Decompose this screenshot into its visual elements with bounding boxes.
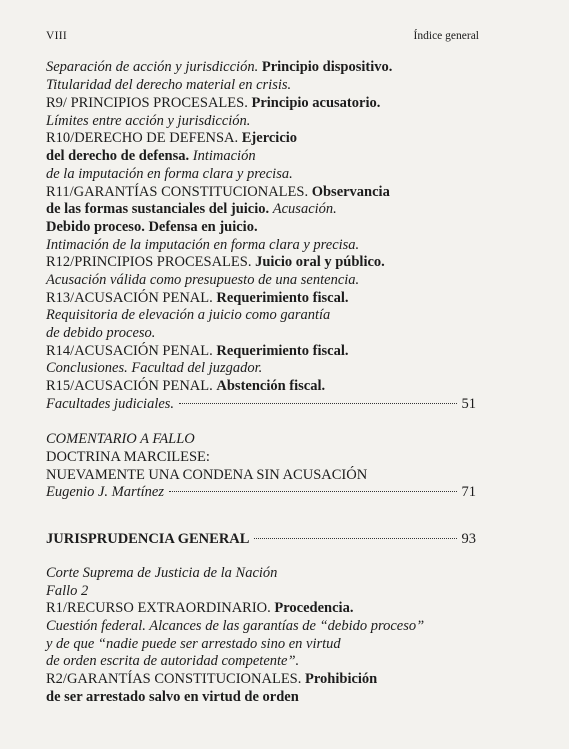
toc-text-run: Abstención fiscal. [216,378,326,394]
dot-leader [254,538,456,539]
toc-text-run: COMENTARIO A FALLO [46,431,195,447]
toc-text-run: Intimación de la imputación en forma clara y precisa. [46,237,360,253]
toc-line-text [46,184,390,200]
toc-line-text [46,636,341,652]
toc-line-text [46,360,262,376]
toc-line [46,343,476,360]
toc-text-run: Conclusiones. Facultad del juzgador. [46,360,263,376]
dot-leader [179,403,456,404]
toc-page-number: 51 [461,396,476,412]
toc-text-run: Observancia [311,184,390,200]
toc-line [46,201,476,218]
toc-text-run: de orden escrita de autoridad competente”. [46,653,300,669]
toc-text-run: Fallo 2 [46,583,89,599]
toc-text-run: Eugenio J. Martínez [46,484,164,500]
toc-line-text [46,396,174,413]
toc-text-run: Juicio oral y público. [255,254,385,270]
toc-line-text [46,618,424,634]
toc-text-run: Requerimiento fiscal. [216,343,349,359]
toc-line-text [46,77,291,93]
toc-text-run: y de que “nadie puede ser arrestado sino en virtud [46,636,341,652]
toc-line [46,95,476,112]
toc-page-number: 93 [461,531,476,547]
toc-line-text [46,254,385,270]
toc-line-text [46,378,325,394]
toc-text-run: R9/ PRINCIPIOS PROCESALES. [46,95,252,111]
toc-text-run: Prohibición [305,671,378,687]
toc-line [46,636,476,653]
toc-line-text [46,307,330,323]
toc-line [46,237,476,254]
toc-line-text [46,583,88,599]
toc-line-text [46,531,249,548]
toc-line [46,219,476,236]
toc-text-run: Cuestión federal. Alcances de las garantías de “debido proceso” [46,618,425,634]
toc-text-run: R12/PRINCIPIOS PROCESALES. [46,254,256,270]
toc-line [46,59,476,76]
toc-line-text [46,325,155,341]
dot-leader [169,491,457,492]
toc-text-run: R2/GARANTÍAS CONSTITUCIONALES. [46,671,305,687]
toc-line [46,166,476,183]
toc-line-text [46,219,258,235]
toc-text-run: R14/ACUSACIÓN PENAL. [46,343,217,359]
toc-text-run: de las formas sustanciales del juicio. [46,201,273,217]
toc-page-number: 71 [461,484,476,500]
toc-text-run: Límites entre acción y jurisdicción. [46,113,251,129]
toc-line-text [46,130,297,146]
toc-line-text [46,201,337,217]
toc-line [46,431,476,448]
toc-text-run: R13/ACUSACIÓN PENAL. [46,290,217,306]
toc-line [46,378,476,395]
toc-line [46,77,476,94]
toc-line-text [46,166,293,182]
toc-text-run: Procedencia. [274,600,354,616]
toc-text-run: del derecho de defensa. [46,148,193,164]
toc-line-text [46,237,359,253]
toc-line-text [46,431,195,447]
toc-line-text [46,467,367,483]
toc-line [46,290,476,307]
toc-line-text [46,290,348,306]
toc-text-run: Titularidad del derecho material en crisis. [46,77,292,93]
toc-text-run: Principio acusatorio. [251,95,381,111]
toc-text-run: Requisitoria de elevación a juicio como garantía [46,307,331,323]
toc-line [46,600,476,617]
toc-line-text [46,689,299,705]
toc-text-run: Acusación. [272,201,337,217]
toc-line-text [46,343,348,359]
toc-line-text [46,653,299,669]
page-number-roman: VIII [46,30,67,42]
toc-text-run: Principio dispositivo. [261,59,393,75]
toc-line [46,449,476,466]
toc-line [46,307,476,324]
toc-text-run: R11/GARANTÍAS CONSTITUCIONALES. [46,184,312,200]
toc-line [46,184,476,201]
toc-text-run: R1/RECURSO EXTRAORDINARIO. [46,600,275,616]
toc-line [46,467,476,484]
toc-entry [46,396,476,413]
toc-line-text [46,272,359,288]
toc-line [46,565,476,582]
toc-text-run: Requerimiento fiscal. [216,290,349,306]
running-header: Índice general [413,30,479,42]
toc-line-text [46,95,380,111]
toc-text-run: Intimación [192,148,256,164]
toc-line [46,272,476,289]
toc-text-run: JURISPRUDENCIA GENERAL [46,531,250,547]
toc-text-run: de ser arrestado salvo en virtud de orden [46,689,299,705]
toc-line-text [46,600,353,616]
toc-line [46,671,476,688]
toc-line [46,583,476,600]
toc-text-run: Acusación válida como presupuesto de una sentencia. [46,272,360,288]
toc-entry [46,484,476,501]
toc-line [46,113,476,130]
toc-entry [46,531,476,548]
toc-text-run: R10/DERECHO DE DEFENSA. [46,130,242,146]
toc-line [46,254,476,271]
toc-line-text [46,113,250,129]
toc-text-run: Separación de acción y jurisdicción. [46,59,262,75]
toc-line-text [46,148,256,164]
toc-text-run: R15/ACUSACIÓN PENAL. [46,378,217,394]
toc-line-text [46,671,377,687]
toc-line-text [46,59,392,75]
toc-line [46,618,476,635]
toc-text-run: de debido proceso. [46,325,156,341]
toc-line [46,148,476,165]
toc-text-run: NUEVAMENTE UNA CONDENA SIN ACUSACIÓN [46,467,368,483]
toc-line-text [46,449,210,465]
toc-line [46,360,476,377]
toc-line [46,325,476,342]
toc-text-run: de la imputación en forma clara y precisa. [46,166,293,182]
toc-line [46,130,476,147]
toc-line [46,689,476,706]
toc-text-run: Debido proceso. Defensa en juicio. [46,219,258,235]
toc-line-text [46,565,277,581]
toc-text-run: Facultades judiciales. [46,396,175,412]
toc-text-run: Corte Suprema de Justicia de la Nación [46,565,278,581]
toc-text-run: Ejercicio [241,130,298,146]
toc-line [46,653,476,670]
toc-text-run: DOCTRINA MARCILESE: [46,449,210,465]
toc-line-text [46,484,164,501]
